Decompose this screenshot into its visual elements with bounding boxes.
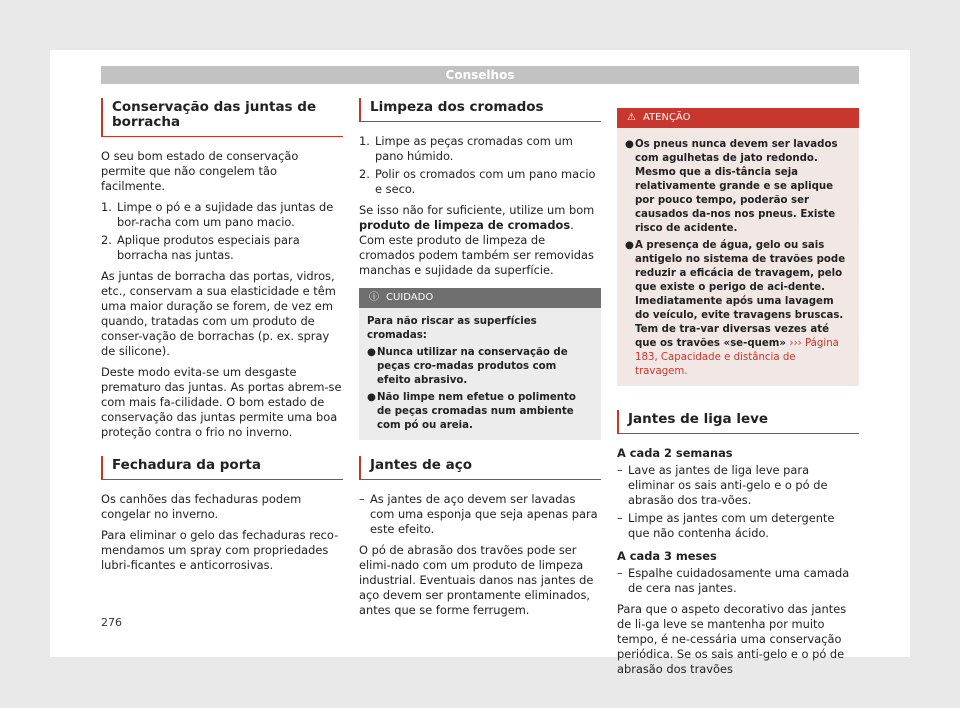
list-item xyxy=(101,200,343,230)
bullet-icon: ● xyxy=(625,240,634,251)
subheading: A cada 2 semanas xyxy=(617,446,733,460)
page-number: 276 xyxy=(101,616,122,629)
dash-list xyxy=(359,492,601,537)
warning-body xyxy=(617,128,859,386)
step-text: Limpe as peças cromadas com um pano húmido. xyxy=(375,134,573,163)
step-text: Polir os cromados com um pano macio e seco. xyxy=(375,167,596,196)
list-item xyxy=(617,511,859,541)
warning-label: ATENÇÃO xyxy=(642,112,691,123)
step-number: 2. xyxy=(359,167,370,181)
caution-intro: Para não riscar as superfícies cromadas: xyxy=(367,316,537,341)
caution-label: CUIDADO xyxy=(386,292,434,303)
heading-chrome-cleaning: Limpeza dos cromados xyxy=(359,98,601,122)
heading-steel-wheels: Jantes de aço xyxy=(359,456,601,480)
dash-text: Espalhe cuidadosamente uma camada de cera nas jantes. xyxy=(628,566,850,595)
steps-list xyxy=(101,200,343,263)
bullet-icon: ● xyxy=(367,392,376,403)
heading-door-lock: Fechadura da porta xyxy=(101,456,343,480)
dash-marker: – xyxy=(617,511,623,525)
step-text: Limpe o pó e a sujidade das juntas de bor-racha com um pano macio. xyxy=(117,200,334,229)
bullet-text: Os pneus nunca devem ser lavados com agulhetas de jato redondo. Mesmo que a dis-tância seja relativamente grande e se aplique por pouco tempo, poderão ser causados da-nos nos pneus. Existe risco de acidente. xyxy=(635,139,838,234)
steps-list xyxy=(359,134,601,197)
text-run: A presença de água, gelo ou sais antigelo no sistema de travões pode reduzir a eficácia de travagem, pelo que existe o perigo de aci-dente. Imediatamente após uma lavagem do veículo, evite travagens bruscas. Tem de tra-var diversas vezes até que os travões «se-quem» xyxy=(635,240,846,349)
warning-header xyxy=(617,108,859,128)
paragraph: As juntas de borracha das portas, vidros, etc., conservam a sua elasticidade e têm uma maior duração se forem, de vez em quando, tratadas com um produto de conser-vação de borrachas (p. ex. spray de silicone). xyxy=(101,269,336,358)
paragraph: Deste modo evita-se um desgaste prematuro das juntas. As portas abrem-se com mais fa-cilidade. O bom estado de conservação das juntas permite uma boa proteção contra o frio no inverno. xyxy=(101,365,342,439)
paragraph: Os canhões das fechaduras podem congelar no inverno. xyxy=(101,492,302,521)
list-item xyxy=(101,233,343,263)
dash-text: Limpe as jantes com um detergente que não contenha ácido. xyxy=(628,511,835,540)
dash-text: As jantes de aço devem ser lavadas com uma esponja que seja apenas para este efeito. xyxy=(370,492,598,536)
dash-list xyxy=(617,566,859,596)
paragraph xyxy=(359,203,601,278)
warning-bullet xyxy=(625,138,851,236)
list-item xyxy=(359,167,601,197)
caution-body xyxy=(359,308,601,440)
dash-marker: – xyxy=(617,566,623,580)
caution-header xyxy=(359,288,601,308)
bullet-text xyxy=(635,239,851,379)
list-item xyxy=(617,566,859,596)
step-text: Aplique produtos especiais para borracha nas juntas. xyxy=(117,233,300,262)
page-reference-link[interactable]: ››› Página 183, Capacidade e distância de travagem. xyxy=(635,338,839,377)
paragraph: O pó de abrasão dos travões pode ser elimi-nado com um produto de limpeza industrial. Eventuais danos nas jantes de aço devem ser prontamente eliminados, antes que se forme ferrugem. xyxy=(359,543,594,617)
list-item xyxy=(617,463,859,508)
caution-bullet xyxy=(367,391,593,433)
paragraph: O seu bom estado de conservação permite que não congelem tão facilmente. xyxy=(101,149,299,193)
text-run: . Com este produto de limpeza de cromados podem também ser removidas manchas e sujidade da superfície. xyxy=(359,218,594,277)
column-3 xyxy=(617,98,859,683)
text-run: Se isso não for suficiente, utilize um bom xyxy=(359,203,595,217)
section-header: Conselhos xyxy=(101,66,859,84)
bullet-text: Não limpe nem efetue o polimento de peças cromadas num ambiente com pó ou areia. xyxy=(377,392,576,431)
subheading: A cada 3 meses xyxy=(617,549,717,563)
list-item xyxy=(359,134,601,164)
bullet-text: Nunca utilizar na conservação de peças cro-madas produtos com efeito abrasivo. xyxy=(377,347,568,386)
step-number: 1. xyxy=(101,200,112,214)
warning-icon: ⚠ xyxy=(627,112,636,123)
bold-text: produto de limpeza de cromados xyxy=(359,218,571,232)
info-icon: ⓘ xyxy=(369,292,379,303)
column-2 xyxy=(359,98,601,624)
dash-text: Lave as jantes de liga leve para eliminar os sais anti-gelo e o pó de abrasão dos tra-vões. xyxy=(628,463,828,507)
paragraph: Para que o aspeto decorativo das jantes de li-ga leve se mantenha por muito tempo, é ne-cessária uma conservação periódica. Se os sais anti-gelo e o pó de abrasão dos travões xyxy=(617,602,847,676)
caution-bullet xyxy=(367,346,593,388)
caution-box xyxy=(359,288,601,440)
paragraph: Para eliminar o gelo das fechaduras reco-mendamos um spray com propriedades lubri-ficantes e anticorrosivas. xyxy=(101,528,339,572)
dash-list xyxy=(617,463,859,541)
heading-rubber-seals: Conservação das juntas de borracha xyxy=(101,98,343,137)
step-number: 2. xyxy=(101,233,112,247)
column-1 xyxy=(101,98,343,579)
bullet-icon: ● xyxy=(367,347,376,358)
heading-alloy-wheels: Jantes de liga leve xyxy=(617,410,859,434)
dash-marker: – xyxy=(617,463,623,477)
list-item xyxy=(359,492,601,537)
dash-marker: – xyxy=(359,492,365,506)
warning-box xyxy=(617,108,859,386)
bullet-icon: ● xyxy=(625,139,634,150)
warning-bullet xyxy=(625,239,851,379)
step-number: 1. xyxy=(359,134,370,148)
